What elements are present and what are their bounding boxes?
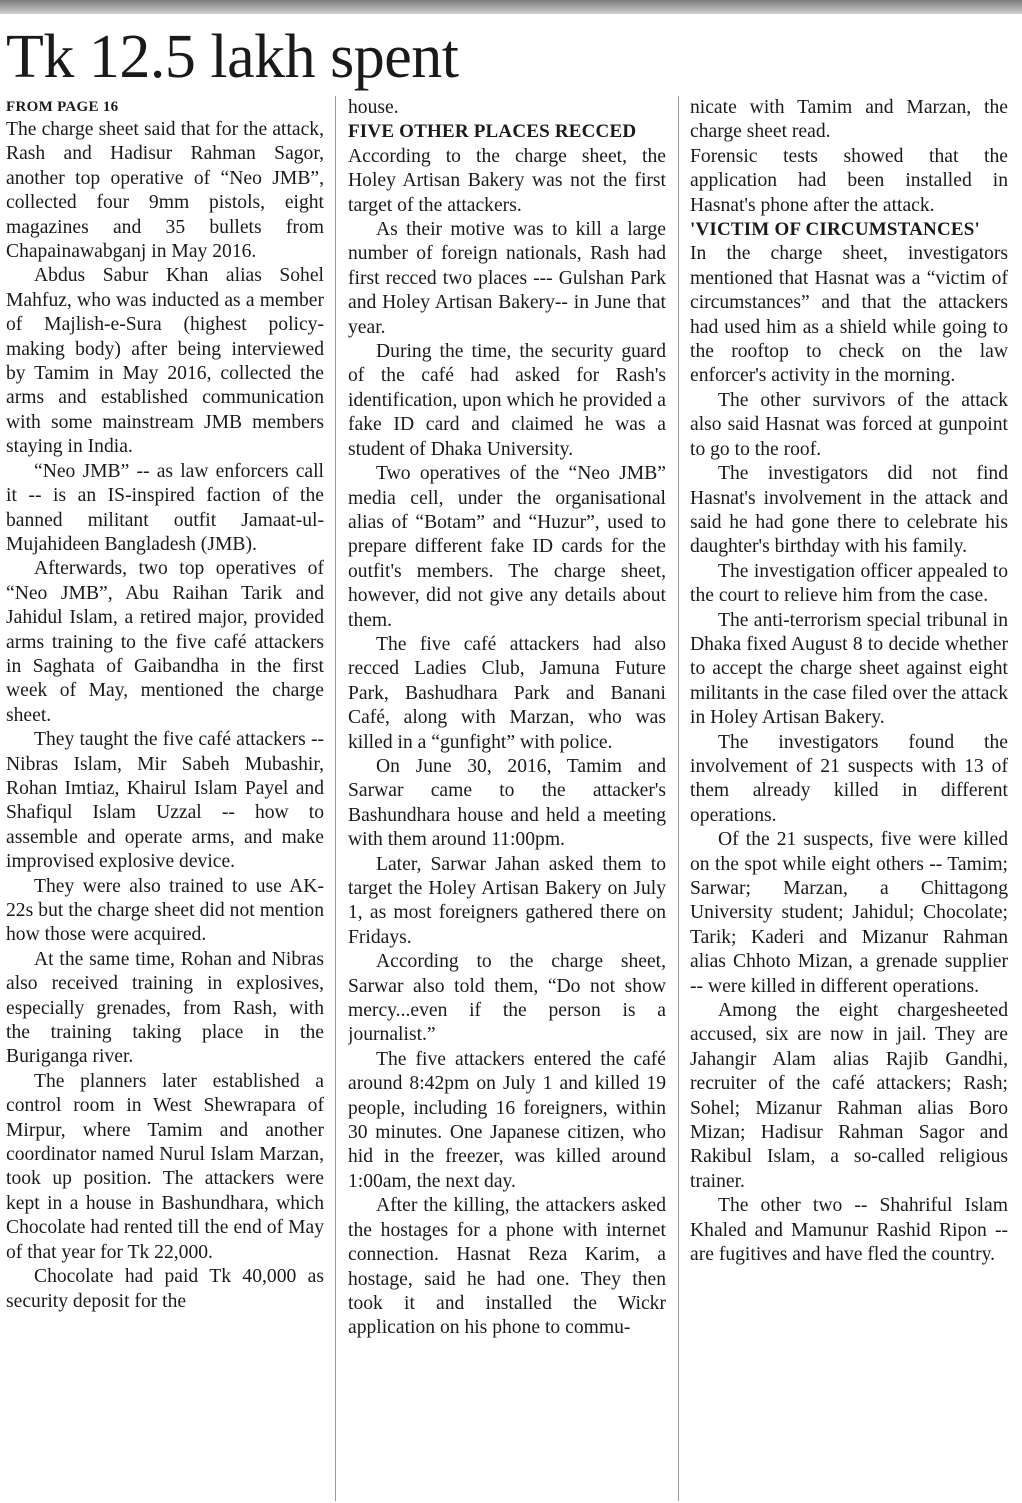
paragraph: Of the 21 suspects, five were killed on the spot while eight others -- Tamim; Sarwar; Marzan, a Chittagong University student; Jahidul; Chocolate; Tarik; Kaderi and Mizanur Rahman alias Chhoto Mizan, a grenade supplier -- were killed in different operations. — [690, 829, 1008, 997]
column-divider — [335, 96, 336, 1501]
paragraph: The five café attackers had also recced Ladies Club, Jamuna Future Park, Bashudhara Park and Banani Café, along with Marzan, who was killed in a “gunfight” with police. — [348, 633, 666, 753]
paragraph: According to the charge sheet, Sarwar also told them, “Do not show mercy...even if the person is a journalist.” — [348, 951, 666, 1046]
section-subhead: FIVE OTHER PLACES RECCED — [348, 121, 637, 143]
article-column-1 — [6, 96, 324, 1501]
scan-edge-strip — [0, 0, 1022, 14]
paragraph: Afterwards, two top operatives of “Neo JMB”, Abu Raihan Tarik and Jahidul Islam, a retired major, provided arms training to the five café attackers in Saghata of Gaibandha in the first week of May, mentioned the charge sheet. — [6, 558, 324, 726]
paragraph: As their motive was to kill a large number of foreign nationals, Rash had first recced two places --- Gulshan Park and Holey Artisan Bakery-- in June that year. — [348, 219, 666, 338]
paragraph: Forensic tests showed that the application had been installed in Hasnat's phone after the attack. — [690, 145, 1008, 216]
paragraph: nicate with Tamim and Marzan, the charge sheet read. — [690, 97, 1008, 143]
paragraph: The investigators did not find Hasnat's involvement in the attack and said he had gone there to celebrate his daughter's birthday with his family. — [690, 463, 1008, 558]
paragraph: The charge sheet said that for the attack, Rash and Hadisur Rahman Sagor, another top operative of “Neo JMB”, collected four 9mm pistols, eight magazines and 35 bullets from Chapainawabganj in May 2016. — [6, 119, 324, 263]
paragraph: On June 30, 2016, Tamim and Sarwar came to the attacker's Bashundhara house and held a meeting with them around 11:00pm. — [348, 755, 666, 851]
paragraph: According to the charge sheet, the Holey Artisan Bakery was not the first target of the attackers. — [348, 145, 666, 216]
article-column-3 — [690, 96, 1008, 1501]
section-subhead: 'VICTIM OF CIRCUMSTANCES' — [690, 219, 981, 241]
paragraph: The five attackers entered the café around 8:42pm on July 1 and killed 19 people, including 16 foreigners, within 30 minutes. One Japanese citizen, who hid in the freezer, was killed around 1:00am, the next day. — [348, 1048, 666, 1192]
paragraph: The investigators found the involvement of 21 suspects with 13 of them already killed in different operations. — [690, 731, 1008, 826]
paragraph: The other survivors of the attack also said Hasnat was forced at gunpoint to go to the roof. — [690, 389, 1008, 460]
paragraph: In the charge sheet, investigators mentioned that Hasnat was a “victim of circumstances” and that the attackers had used him as a shield while going to the rooftop to check on the law enforcer's activity in the morning. — [690, 243, 1008, 387]
paragraph: Chocolate had paid Tk 40,000 as security deposit for the — [6, 1266, 324, 1312]
continuation-kicker: FROM PAGE 16 — [6, 99, 119, 115]
paragraph: They were also trained to use AK-22s but the charge sheet did not mention how those were acquired. — [6, 875, 324, 946]
paragraph: The planners later established a control room in West Shewrapara of Mirpur, where Tamim and another coordinator named Nurul Islam Marzan, took up position. The attackers were kept in a house in Bashundhara, which Chocolate had rented till the end of May of that year for Tk 22,000. — [6, 1070, 324, 1263]
paragraph: Two operatives of the “Neo JMB” media cell, under the organisational alias of “Botam” and “Huzur”, used to prepare different fake ID cards for the outfit's members. The charge sheet, however, did not give any details about them. — [348, 463, 666, 631]
paragraph: The other two -- Shahriful Islam Khaled and Mamunur Rashid Ripon -- are fugitives and have fled the country. — [690, 1195, 1008, 1266]
paragraph: At the same time, Rohan and Nibras also received training in explosives, especially grenades, from Rash, with the training taking place in the Buriganga river. — [6, 948, 324, 1068]
paragraph: house. — [348, 97, 399, 118]
paragraph: During the time, the security guard of the café had asked for Rash's identification, upon which he provided a fake ID card and claimed he was a student of Dhaka University. — [348, 341, 666, 460]
paragraph: The anti-terrorism special tribunal in Dhaka fixed August 8 to decide whether to accept the charge sheet against eight militants in the case filed over the attack in Holey Artisan Bakery. — [690, 609, 1008, 729]
column-divider — [678, 96, 679, 1501]
paragraph: Later, Sarwar Jahan asked them to target the Holey Artisan Bakery on July 1, as most foreigners gathered there on Fridays. — [348, 853, 666, 948]
paragraph: After the killing, the attackers asked the hostages for a phone with internet connection. Hasnat Reza Karim, a hostage, said he had one. They then took it and installed the Wickr application on his phone to commu- — [348, 1195, 666, 1339]
article-headline: Tk 12.5 lakh spent — [6, 23, 459, 91]
paragraph: They taught the five café attackers -- Nibras Islam, Mir Sabeh Mubashir, Rohan Imtiaz, Khairul Islam Payel and Shafiqul Islam Uzzal -- how to assemble and operate arms, and make improvised explosive device. — [6, 729, 324, 873]
paragraph: “Neo JMB” -- as law enforcers call it -- is an IS-inspired faction of the banned militant outfit Jamaat-ul-Mujahideen Bangladesh (JMB). — [6, 460, 324, 555]
paragraph: The investigation officer appealed to the court to relieve him from the case. — [690, 560, 1008, 607]
paragraph: Among the eight chargesheeted accused, six are now in jail. They are Jahangir Alam alias Rajib Gandhi, recruiter of the café attackers; Rash; Sohel; Mizanur Rahman alias Boro Mizan; Hadisur Rahman Sagor and Rakibul Islam, a so-called religious trainer. — [690, 1000, 1008, 1192]
paragraph: Abdus Sabur Khan alias Sohel Mahfuz, who was inducted as a member of Majlish-e-Sura (highest policy-making body) after being interviewed by Tamim in May 2016, collected the arms and established communication with some mainstream JMB members staying in India. — [6, 265, 324, 458]
article-column-2 — [348, 96, 666, 1501]
